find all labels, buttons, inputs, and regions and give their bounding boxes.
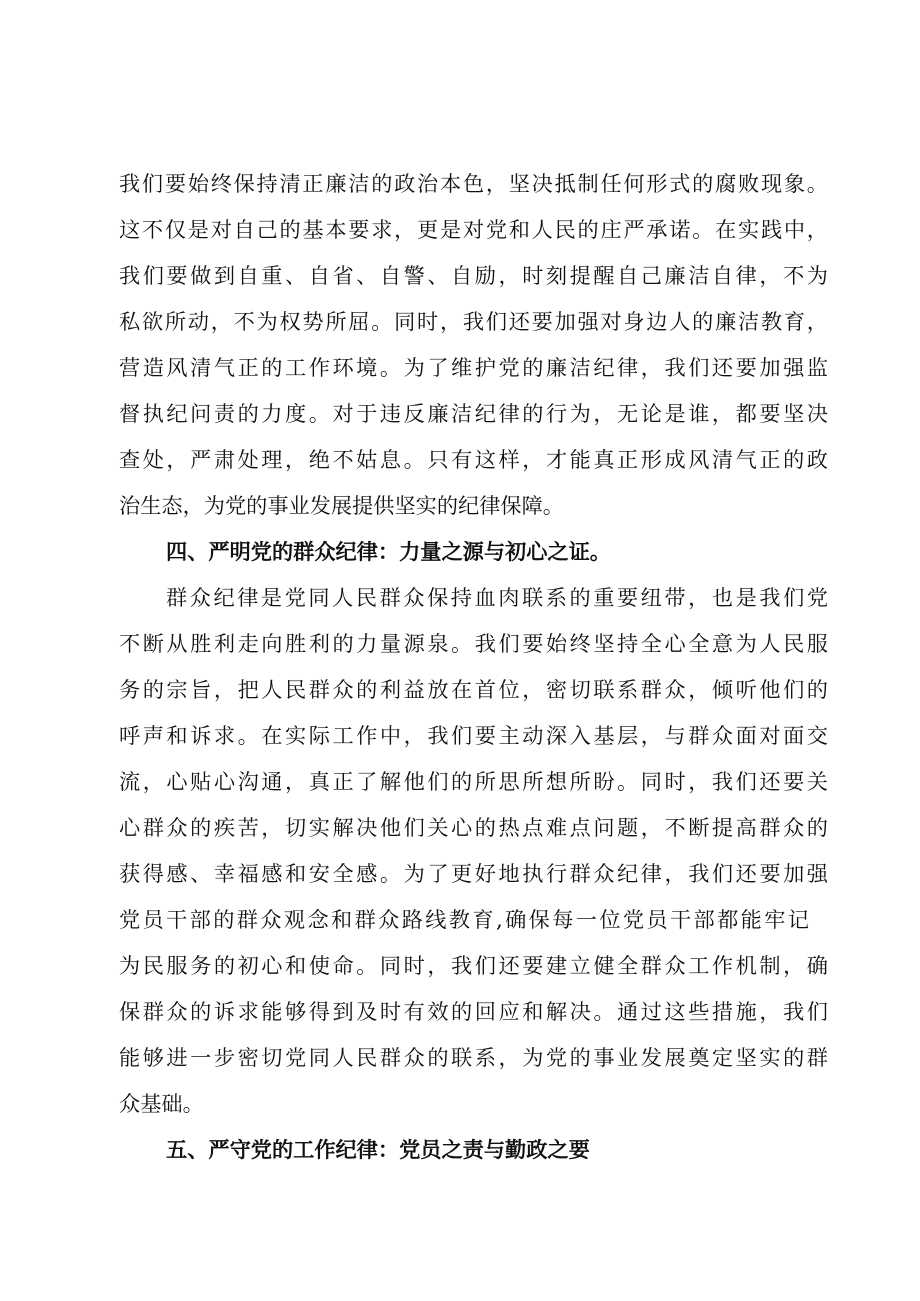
paragraph-line: 这不仅是对自己的基本要求，更是对党和人民的庄严承诺。在实践中， xyxy=(119,217,828,242)
paragraph-line: 督执纪问责的力度。对于违反廉洁纪律的行为，无论是谁，都要坚决 xyxy=(119,401,828,426)
paragraph-line: 能够进一步密切党同人民群众的联系，为党的事业发展奠定坚实的群 xyxy=(119,1045,828,1070)
paragraph-line: 务的宗旨，把人民群众的利益放在首位，密切联系群众，倾听他们的 xyxy=(119,677,828,702)
paragraph-line: 党员干部的群众观念和群众路线教育,确保每一位党员干部都能牢记 xyxy=(119,907,809,932)
paragraph-line: 我们要做到自重、自省、自警、自励，时刻提醒自己廉洁自律，不为 xyxy=(119,263,828,288)
paragraph-line: 心群众的疾苦，切实解决他们关心的热点难点问题，不断提高群众的 xyxy=(119,815,828,840)
paragraph-line: 流，心贴心沟通，真正了解他们的所思所想所盼。同时，我们还要关 xyxy=(119,769,828,794)
paragraph-line: 众基础。 xyxy=(119,1091,204,1116)
paragraph-line: 呼声和诉求。在实际工作中，我们要主动深入基层，与群众面对面交 xyxy=(119,723,828,748)
paragraph-line: 查处，严肃处理，绝不姑息。只有这样，才能真正形成风清气正的政 xyxy=(119,447,828,472)
section-heading-5: 五、严守党的工作纪律：党员之责与勤政之要 xyxy=(166,1137,590,1162)
paragraph-line: 治生态，为党的事业发展提供坚实的纪律保障。 xyxy=(119,493,564,518)
paragraph-line: 群众纪律是党同人民群众保持血肉联系的重要纽带，也是我们党 xyxy=(166,585,828,610)
section-heading-4: 四、严明党的群众纪律：力量之源与初心之证。 xyxy=(166,539,611,564)
paragraph-line: 保群众的诉求能够得到及时有效的回应和解决。通过这些措施，我们 xyxy=(119,999,828,1024)
paragraph-line: 私欲所动，不为权势所屈。同时，我们还要加强对身边人的廉洁教育， xyxy=(119,309,828,334)
paragraph-line: 不断从胜利走向胜利的力量源泉。我们要始终坚持全心全意为人民服 xyxy=(119,631,828,656)
paragraph-line: 营造风清气正的工作环境。为了维护党的廉洁纪律，我们还要加强监 xyxy=(119,355,828,380)
paragraph-line: 为民服务的初心和使命。同时，我们还要建立健全群众工作机制，确 xyxy=(119,953,828,978)
paragraph-line: 我们要始终保持清正廉洁的政治本色，坚决抵制任何形式的腐败现象。 xyxy=(119,171,828,196)
paragraph-line: 获得感、幸福感和安全感。为了更好地执行群众纪律，我们还要加强 xyxy=(119,861,828,886)
